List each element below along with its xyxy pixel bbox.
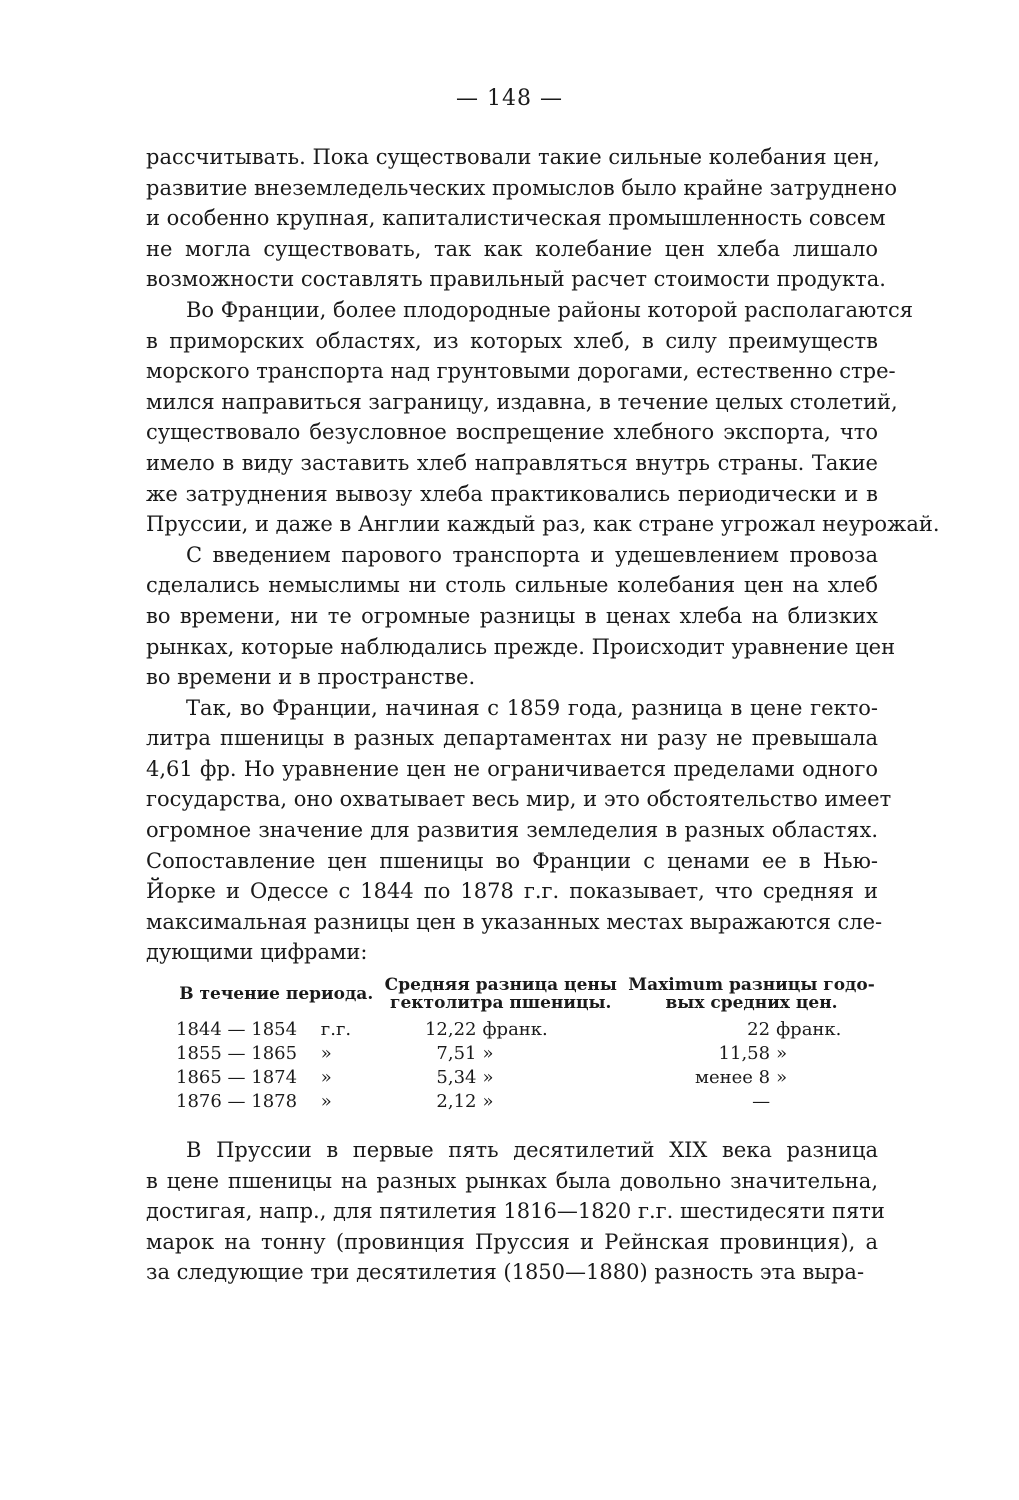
text-line: Так, во Франции, начиная с 1859 года, разница в цене гекто- [186, 695, 878, 720]
average-value: 7,51 [436, 1043, 477, 1064]
period-suffix: » [320, 1067, 332, 1088]
text-line: максимальная разницы цен в указанных местах выражаются сле- [146, 909, 883, 934]
text-line: огромное значение для развития земледелия в разных областях. [146, 818, 878, 843]
maximum-value: 11,58 [718, 1043, 771, 1064]
maximum-unit: франк. [776, 1019, 842, 1040]
text-line: существовало безусловное воспрещение хлебного экспорта, что [146, 420, 878, 445]
text-line: С введением парового транспорта и удешевлением провоза [186, 542, 878, 567]
table-header-row [146, 976, 878, 1018]
period-suffix: г.г. [320, 1019, 352, 1040]
text-line: мился направиться заграницу, издавна, в течение целых столетий, [146, 389, 898, 414]
header-average: Средняя разница цены гектолитра пшеницы. [384, 975, 617, 1013]
text-line: же затруднения вывозу хлеба практиковались периодически и в [146, 481, 878, 506]
text-line: возможности составлять правильный расчет стоимости продукта. [146, 267, 886, 292]
text-line: марок на тонну (провинция Пруссия и Рейнская провинция), а [146, 1229, 878, 1254]
text-line: сделались немыслимы ни столь сильные колебания цен на хлеб [146, 573, 878, 598]
average-value: 2,12 [436, 1091, 477, 1112]
text-line: в приморских областях, из которых хлеб, в силу преимуществ [146, 328, 878, 353]
text-line: рынках, которые наблюдались прежде. Происходит уравнение цен [146, 634, 896, 659]
header-period: В течение периода. [179, 984, 374, 1004]
text-line: во времени, ни те огромные разницы в ценах хлеба на близких [146, 603, 878, 628]
main-text-top [146, 142, 940, 968]
average-unit: » [482, 1043, 494, 1064]
text-line: за следующие три десятилетия (1850—1880) разность эта выра- [146, 1260, 865, 1285]
period-cell: 1855 — 1865 [176, 1043, 298, 1064]
text-line: литра пшеницы в разных департаментах ни разу не превышала [146, 726, 878, 751]
header-maximum: Maximum разницы годо-вых средних цен. [628, 975, 875, 1013]
text-line: дующими цифрами: [146, 940, 368, 965]
text-line: В Пруссии в первые пять десятилетий XIX века разница [186, 1138, 878, 1162]
text-line: Пруссии, и даже в Англии каждый раз, как стране угрожал неурожай. [146, 512, 940, 537]
maximum-value: менее 8 [694, 1067, 771, 1088]
period-cell: 1876 — 1878 [176, 1091, 298, 1112]
period-suffix: » [320, 1043, 332, 1064]
maximum-value: — [752, 1091, 771, 1112]
maximum-value: 22 [747, 1019, 771, 1040]
text-line: и особенно крупная, капиталистическая промышленность совсем [146, 206, 886, 231]
period-cell: 1844 — 1854 [176, 1019, 298, 1040]
text-line: 4,61 фр. Но уравнение цен не ограничивается пределами одного [146, 756, 878, 781]
period-suffix: » [320, 1091, 332, 1112]
average-unit: » [482, 1067, 494, 1088]
maximum-unit: » [776, 1067, 788, 1088]
text-line: достигая, напр., для пятилетия 1816—1820 г.г. шестидесяти пяти [146, 1199, 885, 1224]
text-line: в цене пшеницы на разных рынках была довольно значительна, [146, 1168, 878, 1193]
text-line: во времени и в пространстве. [146, 665, 476, 690]
period-cell: 1865 — 1874 [176, 1067, 298, 1088]
price-difference-table [146, 976, 878, 1114]
table-row [146, 1090, 878, 1114]
text-line: Во Франции, более плодородные районы которой располагаются [186, 297, 913, 322]
text-line: государства, оно охватывает весь мир, и это обстоятельство имеет [146, 787, 892, 812]
average-value: 12,22 [424, 1019, 477, 1040]
text-line: Сопоставление цен пшеницы во Франции с ценами ее в Нью- [146, 848, 878, 873]
text-line: не могла существовать, так как колебание цен хлеба лишало [146, 236, 878, 261]
text-line: рассчитывать. Пока существовали такие сильные колебания цен, [146, 145, 880, 169]
text-line: морского транспорта над грунтовыми дорогами, естественно стре- [146, 359, 896, 384]
table-row [146, 1066, 878, 1090]
text-line: развитие внеземледельческих промыслов было крайне затруднено [146, 175, 897, 200]
maximum-unit: » [776, 1043, 788, 1064]
average-unit: » [482, 1091, 494, 1112]
average-unit: франк. [482, 1019, 548, 1040]
table-row [146, 1042, 878, 1066]
text-line: Йорке и Одессе с 1844 по 1878 г.г. показывает, что средняя и [146, 879, 878, 904]
average-value: 5,34 [436, 1067, 477, 1088]
main-text-bottom [146, 1135, 885, 1288]
table-row [146, 1018, 878, 1042]
page-number: — 148 — [456, 86, 563, 111]
text-line: имело в виду заставить хлеб направляться внутрь страны. Такие [146, 450, 878, 475]
